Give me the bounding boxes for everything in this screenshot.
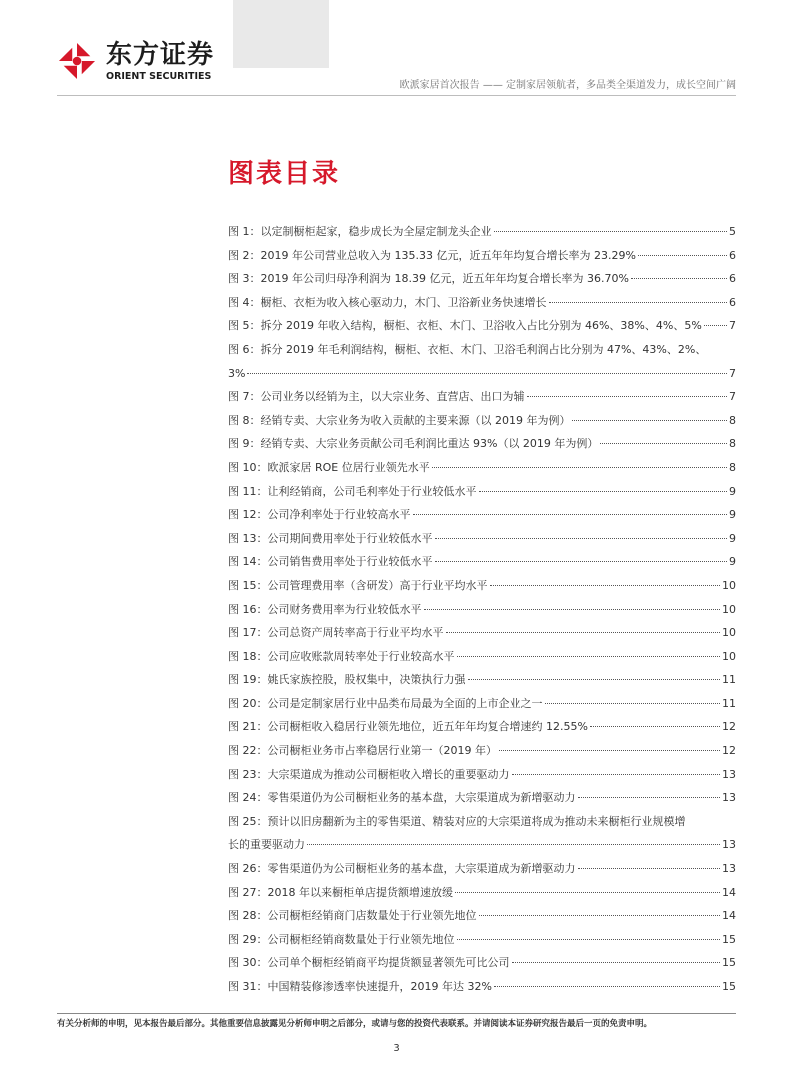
toc-dot-leader: [479, 491, 728, 492]
toc-heading: 图表目录: [228, 159, 341, 189]
toc-entry-page: 5: [729, 225, 736, 238]
toc-dot-leader: [494, 231, 728, 232]
toc-dot-leader: [590, 726, 720, 727]
toc-dot-leader: [572, 420, 727, 421]
toc-dot-leader: [545, 703, 721, 704]
toc-dot-leader: [704, 325, 727, 326]
toc-entry-page: 9: [729, 484, 736, 498]
toc-entry-page: 13: [722, 767, 736, 781]
toc-entry-page: 9: [729, 531, 736, 545]
toc-entry-page: 15: [722, 932, 736, 946]
footer-divider: [57, 1013, 736, 1014]
orient-securities-logo-icon: [58, 42, 96, 80]
toc-entry-page: 15: [722, 980, 736, 993]
toc-entry-label: 图 14：公司销售费用率处于行业较低水平: [228, 555, 433, 569]
toc-entry[interactable]: [228, 786, 736, 810]
toc-entry[interactable]: [228, 857, 736, 881]
toc-dot-leader: [457, 939, 721, 940]
toc-entry[interactable]: [228, 810, 736, 857]
toc-entry-page: 10: [722, 578, 736, 592]
toc-entry[interactable]: [228, 456, 736, 480]
toc-entry-page: 11: [722, 696, 736, 710]
toc-dot-leader: [307, 844, 720, 845]
toc-entry-label-continuation: 长的重要驱动力: [228, 838, 305, 852]
toc-entry[interactable]: [228, 480, 736, 504]
toc-entry-page: 9: [729, 555, 736, 569]
toc-entry[interactable]: [228, 220, 736, 244]
toc-entry-label: 图 29：公司橱柜经销商数量处于行业领先地位: [228, 932, 455, 946]
toc-dot-leader: [432, 467, 727, 468]
toc-dot-leader: [247, 373, 727, 374]
brand-name-cn: 东方证券: [106, 40, 215, 70]
toc-entry[interactable]: [228, 409, 736, 433]
toc-entry-label: 图 13：公司期间费用率处于行业较低水平: [228, 531, 433, 545]
toc-entry-page: 13: [722, 862, 736, 876]
toc-entry-label: 图 11：让利经销商，公司毛利率处于行业较低水平: [228, 484, 477, 498]
toc-entry-page: 7: [729, 319, 736, 333]
toc-entry[interactable]: [228, 904, 736, 928]
toc-entry-label: 图 12：公司净利率处于行业较高水平: [228, 508, 411, 522]
toc-entry[interactable]: [228, 621, 736, 645]
toc-entry-label: 图 6：拆分 2019 年毛利润结构，橱柜、衣柜、木门、卫浴毛利润占比分别为 47%、43%、2%、: [228, 342, 707, 356]
toc-dot-leader: [457, 656, 721, 657]
toc-dot-leader: [446, 632, 721, 633]
toc-entry-label: 图 31：中国精装修渗透率快速提升，2019 年达 32%: [228, 980, 492, 993]
toc-entry-page: 11: [722, 673, 736, 687]
toc-entry-label: 图 22：公司橱柜业务市占率稳居行业第一（2019 年）: [228, 744, 497, 758]
toc-entry-label: 图 24：零售渠道仍为公司橱柜业务的基本盘，大宗渠道成为新增驱动力: [228, 791, 576, 805]
toc-dot-leader: [512, 774, 721, 775]
toc-dot-leader: [413, 514, 728, 515]
toc-dot-leader: [435, 561, 728, 562]
toc-entry-page: 6: [729, 248, 736, 262]
toc-entry-page: 13: [722, 791, 736, 805]
toc-entry-label: 图 1：以定制橱柜起家，稳步成长为全屋定制龙头企业: [228, 225, 492, 238]
toc-dot-leader: [631, 278, 727, 279]
toc-entry[interactable]: [228, 338, 736, 385]
toc-dot-leader: [499, 750, 720, 751]
toc-entry-page: 10: [722, 602, 736, 616]
header-divider: [57, 95, 736, 96]
table-of-figures: [228, 220, 736, 999]
toc-entry-page: 6: [729, 272, 736, 286]
toc-entry[interactable]: [228, 503, 736, 527]
toc-entry-page: 14: [722, 885, 736, 899]
toc-entry-page: 7: [729, 366, 736, 380]
toc-dot-leader: [479, 915, 721, 916]
toc-entry[interactable]: [228, 715, 736, 739]
toc-dot-leader: [638, 255, 727, 256]
toc-entry-label: 图 26：零售渠道仍为公司橱柜业务的基本盘，大宗渠道成为新增驱动力: [228, 862, 576, 876]
toc-dot-leader: [600, 443, 727, 444]
toc-entry[interactable]: [228, 739, 736, 763]
toc-entry[interactable]: [228, 385, 736, 409]
toc-entry-label: 图 2：2019 年公司营业总收入为 135.33 亿元，近五年年均复合增长率为 23.29%: [228, 248, 636, 262]
toc-entry-label: 图 10：欧派家居 ROE 位居行业领先水平: [228, 460, 430, 474]
toc-entry-label: 图 7：公司业务以经销为主，以大宗业务、直营店、出口为辅: [228, 390, 525, 404]
toc-entry[interactable]: [228, 598, 736, 622]
toc-entry-page: 15: [722, 956, 736, 970]
toc-entry[interactable]: [228, 692, 736, 716]
toc-entry-page: 10: [722, 626, 736, 640]
toc-entry-label: 图 4：橱柜、衣柜为收入核心驱动力，木门、卫浴新业务快速增长: [228, 295, 547, 309]
page-number: 3: [393, 1043, 400, 1054]
toc-entry[interactable]: [228, 244, 736, 268]
toc-entry-label: 图 9：经销专卖、大宗业务贡献公司毛利润比重达 93%（以 2019 年为例）: [228, 437, 599, 451]
toc-dot-leader: [494, 986, 720, 987]
toc-entry[interactable]: [228, 881, 736, 905]
toc-entry-label: 图 25：预计以旧房翻新为主的零售渠道、精装对应的大宗渠道将成为推动未来橱柜行业规模增: [228, 814, 686, 828]
report-title: 欧派家居首次报告 —— 定制家居领航者，多品类全渠道发力，成长空间广阔: [399, 80, 736, 91]
toc-dot-leader: [435, 538, 728, 539]
toc-entry-label: 图 27：2018 年以来橱柜单店提货额增速放缓: [228, 885, 453, 899]
toc-entry-page: 8: [729, 460, 736, 474]
toc-entry-label: 图 8：经销专卖、大宗业务为收入贡献的主要来源（以 2019 年为例）: [228, 413, 571, 427]
toc-entry-label: 图 18：公司应收账款周转率处于行业较高水平: [228, 649, 455, 663]
toc-dot-leader: [578, 797, 721, 798]
toc-entry[interactable]: [228, 975, 736, 999]
toc-entry-page: 12: [722, 720, 736, 734]
toc-dot-leader: [455, 892, 720, 893]
toc-entry[interactable]: [228, 314, 736, 338]
toc-entry-label: 图 15：公司管理费用率（含研发）高于行业平均水平: [228, 578, 488, 592]
toc-entry[interactable]: [228, 951, 736, 975]
toc-entry[interactable]: [228, 928, 736, 952]
toc-entry[interactable]: [228, 291, 736, 315]
toc-entry[interactable]: [228, 267, 736, 291]
toc-entry-page: 7: [729, 390, 736, 404]
toc-entry[interactable]: [228, 645, 736, 669]
toc-entry-page: 10: [722, 649, 736, 663]
toc-entry-page: 14: [722, 909, 736, 923]
toc-entry-label: 图 28：公司橱柜经销商门店数量处于行业领先地位: [228, 909, 477, 923]
header-band: [233, 0, 329, 68]
toc-entry-page: 9: [729, 508, 736, 522]
toc-entry[interactable]: [228, 432, 736, 456]
toc-dot-leader: [512, 962, 721, 963]
toc-entry[interactable]: [228, 527, 736, 551]
toc-entry[interactable]: [228, 668, 736, 692]
toc-entry[interactable]: [228, 574, 736, 598]
toc-dot-leader: [549, 302, 728, 303]
toc-entry-label-continuation: 3%: [228, 366, 246, 380]
toc-entry-page: 6: [729, 295, 736, 309]
toc-dot-leader: [578, 868, 721, 869]
toc-entry-label: 图 30：公司单个橱柜经销商平均提货额显著领先可比公司: [228, 956, 510, 970]
toc-entry-page: 13: [722, 838, 736, 852]
toc-entry-label: 图 16：公司财务费用率为行业较低水平: [228, 602, 422, 616]
toc-dot-leader: [468, 679, 721, 680]
toc-entry-label: 图 17：公司总资产周转率高于行业平均水平: [228, 626, 444, 640]
toc-entry-label: 图 3：2019 年公司归母净利润为 18.39 亿元，近五年年均复合增长率为 36.70%: [228, 272, 629, 286]
brand-name-en: ORIENT SECURITIES: [106, 71, 212, 82]
toc-entry-label: 图 19：姚氏家族控股，股权集中，决策执行力强: [228, 673, 466, 687]
toc-entry-label: 图 5：拆分 2019 年收入结构，橱柜、衣柜、木门、卫浴收入占比分别为 46%、38%、4%、5%: [228, 319, 702, 333]
toc-entry-label: 图 23：大宗渠道成为推动公司橱柜收入增长的重要驱动力: [228, 767, 510, 781]
footer-disclaimer: 有关分析师的申明，见本报告最后部分。其他重要信息披露见分析师申明之后部分，或请与您的投资代表联系。并请阅读本证券研究报告最后一页的免责申明。: [57, 1019, 653, 1029]
toc-dot-leader: [490, 585, 721, 586]
toc-entry[interactable]: [228, 763, 736, 787]
toc-entry[interactable]: [228, 550, 736, 574]
toc-entry-label: 图 20：公司是定制家居行业中品类布局最为全面的上市企业之一: [228, 696, 543, 710]
toc-entry-label: 图 21：公司橱柜收入稳居行业领先地位，近五年年均复合增速约 12.55%: [228, 720, 588, 734]
toc-entry-page: 8: [729, 413, 736, 427]
toc-dot-leader: [424, 609, 721, 610]
toc-entry-page: 12: [722, 744, 736, 758]
toc-entry-page: 8: [729, 437, 736, 451]
toc-dot-leader: [527, 396, 728, 397]
